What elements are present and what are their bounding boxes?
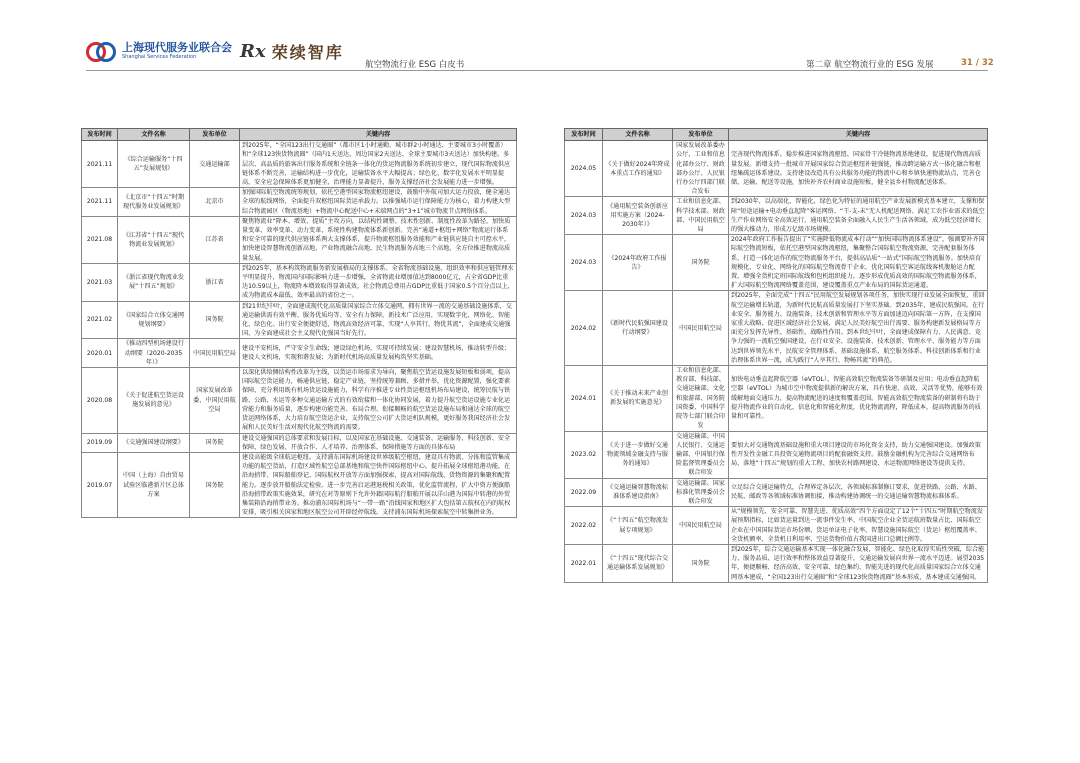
cell-date: 2024.02 (565, 291, 603, 366)
cell-org: 国家发展改革委办公厅、工业和信息化部办公厅、财政部办公厅、人民银行办公厅四部门联合发布 (673, 141, 729, 197)
table-header-row (82, 129, 517, 141)
chapter-title: 第二章 航空物流行业的 ESG 发展 (806, 60, 934, 70)
rx-logo-icon: Rx (240, 41, 266, 62)
col-org-header: 发布单位 (190, 129, 240, 141)
cell-org: 国家发展改革委、中国民用航空局 (190, 368, 240, 433)
cell-content: 到2030年，以高端化、智能化、绿色化为特征的通用航空产业发展新模式基本建立，支撑和保障“短途运输+电动垂直起降”客运网络、“干-支-末”无人机配送网络、满足工农作业需求的低空生产作业网络安全高效运行，通用航空装备全面融入人民生产生活各领域，成为低空经济增长的强大推动力，形成万亿级市场规模。 (729, 197, 988, 235)
table-row (565, 141, 988, 197)
cell-content: 加强国际航空物流统筹规划，依托空港型国家物流枢纽建设，鼓励中外航司加大运力投放，健全通达全球的航线网络，全面提升双枢纽国际货运承载力。以推强城市运行保障能力为核心，着力构建大型综合物流园区（物流基地）+物流中心配送中心+末端网点的“3+1”城市物流节点网络体系。 (240, 188, 517, 217)
cell-doc-name: 《“十四五”航空物流发展专项规划》 (603, 507, 673, 545)
col-name-header: 文件名称 (603, 129, 673, 141)
cell-doc-name: 《新时代民航强国建设行动纲要》 (603, 291, 673, 366)
header-divider (86, 70, 988, 71)
table-row (565, 544, 988, 582)
cell-content: 建设平安机场，严守安全生命线；建设绿色机场，实现可持续发展；建设智慧机场，推动转型升级；建设人文机场，实现和谐发展；为新时代机场高质量发展构筑坚实基础。 (240, 339, 517, 368)
cell-content: 从“规模领先、安全可靠、智慧先进、优质高效”四个方面设定了12个“十四五”时期航空物流发展预期指标，比如货运量到达一流事件发生率、中国航空企业全货运航班数量占比、国际航空企业在中国国际货运市场份额、货运单证电子化率、智慧设施国际航空（货运）枢纽覆盖率、全货机额率、全货机日利用率、空运货物价值占我国进出口总额比例等。 (729, 507, 988, 545)
policy-table-left (81, 128, 517, 518)
table-row (565, 197, 988, 235)
org-name-en: Shanghai Services Federation (122, 54, 197, 60)
cell-org: 国务院 (190, 301, 240, 339)
cell-date: 2023.02 (565, 431, 603, 478)
cell-org: 中国民用航空局 (673, 507, 729, 545)
table-row (565, 478, 988, 507)
doc-title: 航空物流行业 ESG 白皮书 (365, 60, 465, 70)
cell-content: 到2025年，基本构筑物流服务新发展格局的支撑体系。全省物流基础设施、组织效率和供应链管理水平明显提升，物流国内国际影响力进一步增强，全省物流业增加值达到8000亿元，占全省GDP比重达10.59以上，物流降本增效取得显著成效，社会物流总费用占GDP比重低于国家0.5个百分点以上，成为物流成本最低、效率最高的省份之一。 (240, 263, 517, 301)
cell-org: 交通运输部、国家标准化管理委员会联合印发 (673, 478, 729, 507)
col-name-header: 文件名称 (118, 129, 190, 141)
cell-date: 2019.09 (82, 433, 118, 452)
cell-org: 国务院 (190, 433, 240, 452)
cell-doc-name: 《交通强国建设纲要》 (118, 433, 190, 452)
cell-doc-name: 中国（上海）自由贸易试验区临港新片区总体方案 (118, 452, 190, 517)
cell-org: 北京市 (190, 188, 240, 217)
table-row (82, 141, 517, 188)
table-row (565, 507, 988, 545)
cell-content: 要加大对交通物流基础设施和重大项目建设的市场化资金支持，助力交通强国建设。加强政策性开发性金融工具投资交通物流项目的配套融资支持。鼓励金融机构为完善综合交通网络布局、落地“十四五”规划的重大工程、加快农村路网建设、水运物流网络建设等提供支持。 (729, 431, 988, 478)
cell-date: 2019.07 (82, 452, 118, 517)
page-number: 31 / 32 (961, 58, 994, 68)
cell-date: 2021.11 (82, 141, 118, 188)
col-date-header: 发布时间 (565, 129, 603, 141)
cell-content: 到21世纪中叶，全面建成现代化高质量国家综合立体交通网，拥有世界一流的交通基础设施体系，交通运输供需有效平衡、服务优质均等、安全有力保障。新技术广泛应用，实现数字化、网络化、智能化、绿色化。出行安全便捷舒适，物流高效经济可靠，实现“人享其行、物优其流”，全面建成交通强国，为全面建成社会主义现代化强国当好先行。 (240, 301, 517, 339)
cell-org: 国务院 (673, 544, 729, 582)
cell-doc-name: 《推动四型机场建设行动纲要（2020-2035年）》 (118, 339, 190, 368)
cell-doc-name: 《关于做好2024年降成本重点工作的通知》 (603, 141, 673, 197)
cell-org: 浙江省 (190, 263, 240, 301)
cell-doc-name: 《综合运输服务“十四五”发展规划》 (118, 141, 190, 188)
cell-doc-name: 《“十四五”现代综合交通运输体系发展规划》 (603, 544, 673, 582)
table-body (565, 141, 988, 583)
table-row (82, 263, 517, 301)
cell-org: 工业和信息化部、科学技术部、财政部、中国民用航空局 (673, 197, 729, 235)
col-date-header: 发布时间 (82, 129, 118, 141)
cell-content: 以深化供给侧结构性改革为主线，以货运市场需求为导向，聚焦航空货运设施发展短板和弱项，提高国际航空货运能力，畅通供应链，稳定产业链，坚持统筹兼顾、多措并举，优化资源配置，强化要素保障，充分利用既有机场货运设施能力，科学有序推进专业性货运枢纽机场布局建设，统筹民航与铁路、公路、水运等多种交通运输方式的有效衔接和一体化协同发展，着力提升航空货运设施专业化运营能力和服务质量，逐步构建功能完善、布局合理、衔接顺畅的航空货运设施布局和通达全球的航空货运网络体系，大力培育航空货运企业，支持航空公司扩大货运机队规模，更好服务我国经济社会发展和人民美好生活对现代化航空物流的需要。 (240, 368, 517, 433)
cell-content: 聚焦物流业“降本、增效、提质”主攻方向，以结构性调整、技术性创新、制度性改革为路径，加快质量变革、效率变革、动力变革，系统性构建物流体系新创新。完善“通道+枢纽+网络”物流运行体系和安全可靠的现代供应链体系两大支撑体系，提升物流枢纽服务效能和产业链供应链自主可控水平，加快建设智慧物流创新高地、产业物流融合高地、民生物流服务高地三个高地，全方位推进物流高质量发展。 (240, 216, 517, 263)
table-row (82, 216, 517, 263)
cell-date: 2024.01 (565, 366, 603, 431)
cell-org: 工业和信息化部、教育部、科技部、交通运输部、文化和旅游部、国务院国资委、中国科学院等七部门联合印发 (673, 366, 729, 431)
cell-doc-name: 《通用航空装备创新应用实施方案（2024-2030年）》 (603, 197, 673, 235)
table-row (82, 339, 517, 368)
cell-content: 到2025年，全面完成“十四五”民用航空发展规划各项任务，加快实现行业发展全面恢复，重回航空运输增长轨道，为新时代民航高质量发展打下坚实基础。到2035年，建成民航强国。在行业安全、服务能力、设施装备、技术创新和管理水平等方面加速迈向国际第一方阵，在支撑国家重大战略、促进区域经济社会发展、满足人民美好航空出行需要、服务构建新发展格局等方面充分发挥先导性、基础性、战略性作用。到本世纪中叶，全面建成保障有力、人民满意、竞争力强的一流航空强国建设，在行业安全、设施装备、技术创新、管理水平、服务能力等方面达到世界领先水平，民航安全管理体系、基础设施体系、航空服务体系、科技创新体系和行业治理体系世界一流，成为践行“人享其行、物畅其流”的典范。 (729, 291, 988, 366)
cell-date: 2021.08 (82, 216, 118, 263)
page-header (0, 0, 1080, 78)
cell-date: 2024.03 (565, 235, 603, 291)
cell-date: 2022.02 (565, 507, 603, 545)
cell-date: 2024.05 (565, 141, 603, 197)
col-content-header: 关键内容 (240, 129, 517, 141)
table-row (565, 431, 988, 478)
table-row (82, 368, 517, 433)
org-logo (86, 40, 232, 62)
cell-date: 2020.01 (82, 339, 118, 368)
policy-table-right (564, 128, 988, 583)
cell-date: 2022.01 (565, 544, 603, 582)
cell-content: 到2025年，“全国123出行交通圈”（都市区1小时通勤、城市群2小时通达、主要城市3小时覆盖）和“全球123快货物流圈”（国内1天送达、周边国家2天送达、全球主要城市3天送达）加快构建。多层次、高品质的旅客出行服务系统和全链条一体化的货运物流服务系统初步建立，现代国际物流供应链体系不断完善，运输结构进一步优化，运输装备水平大幅提高；绿色化、数字化发展水平明显提高，安全应急保障体系更加健全，治理能力显著提升，服务支撑经济社会发展能力进一步增强。 (240, 141, 517, 188)
cell-content: 完善现代物流体系。稳步推进国家物流枢纽、国家骨干冷链物流基地建设，促进现代物流高质量发展。新增支持一批城市开展国家综合货运枢纽补链强链，推动跨运输方式一体化融合和枢纽集疏运体系建设。支持建设改造具有公共服务功能的物流中心和乡镇快递物流站点，完善仓储、运输、配送等设施，加快补齐农村商业设施短板，健全县乡村物流配送体系。 (729, 141, 988, 197)
cell-doc-name: 《关于促进航空货运设施发展的意见》 (118, 368, 190, 433)
cell-content: 建设交通强国的总体要求和发展目标，以及国家在基础设施、交通装备、运输服务、科技创新、安全保障、绿色发展、开放合作、人才培养、治理体系、保障措施等方面的具体布局 (240, 433, 517, 452)
cell-org: 中国民用航空局 (673, 291, 729, 366)
col-content-header: 关键内容 (729, 129, 988, 141)
cell-date: 2020.08 (82, 368, 118, 433)
cell-date: 2021.11 (82, 188, 118, 217)
cell-doc-name: 《2024年政府工作报告》 (603, 235, 673, 291)
table-row (82, 452, 517, 517)
rx-name: 荣续智库 (271, 43, 344, 62)
cell-doc-name: 《国家综合立体交通网规划纲要》 (118, 301, 190, 339)
table-row (82, 301, 517, 339)
cell-org: 中国民用航空局 (190, 339, 240, 368)
org-name: 上海现代服务业联合会 (122, 41, 232, 54)
cell-doc-name: 《浙江省现代物流业发展“十四五”规划》 (118, 263, 190, 301)
cell-content: 到2025年，综合交通运输基本实现一体化融合发展，智能化、绿色化取得实质性突破，综合能力、服务品质、运行效率和整体效益显著提升，交通运输发展向世界一流水平迈进。展望2035年，便捷顺畅、经济高效、安全可靠、绿色集约、智能先进的现代化高质量国家综合立体交通网基本建成，“全国123出行交通圈”和“全球123快货物流圈”基本形成，基本建成交通强国。 (729, 544, 988, 582)
cell-content: 2024年政府工作报告提出了“实施降低物流成本行动”“加快国际物流体系建设”，强调要补齐国际航空物流短板，依托空港型国家物流枢纽，集聚整合国际航空物流资源，完善配套服务体系，打造一体化运作的航空物流服务平台，提供高品质“一站式”国际航空物流服务。加快培育规模化、专业化、网络化的国际航空物流骨干企业，优化国际航空客运航线客机腹舱运力配置，增强全货机定班国际航线和包机组织能力，逐步形成优质高效的国际航空物流服务体系，扩大国际航空物流网络覆盖范围，建设覆盖重点产业布局的国际货运通道。 (729, 235, 988, 291)
table-body (82, 141, 517, 518)
cell-org: 江苏省 (190, 216, 240, 263)
cell-date: 2024.03 (565, 197, 603, 235)
col-org-header: 发布单位 (673, 129, 729, 141)
table-row (565, 366, 988, 431)
cell-doc-name: 《北京市“十四五”时期现代服务业发展规划》 (118, 188, 190, 217)
cell-content: 立足综合交通运输特点，合理界定各层次、各领域标准制修订要求，促进铁路、公路、水路、民航、邮政等各领域标准协调衔接，推动构建协调统一的交通运输智慧物流标准体系。 (729, 478, 988, 507)
cell-org: 国务院 (190, 452, 240, 517)
cell-org: 国务院 (673, 235, 729, 291)
table-row (82, 188, 517, 217)
cell-date: 2021.02 (82, 301, 118, 339)
cell-org: 交通运输部 (190, 141, 240, 188)
cell-content: 加快电动垂直起降航空器（eVTOL）、智能高效航空物流装备等研制及应用；电动垂直起降航空器（eVTOL）为城市空中物流提供新的解决方案，具有快速、高效、灵活等优势，能够有效缓解地面交通压力，提高物流配送的速度和覆盖范围。智能高效航空物流装备的研制将有助于提升物流作业的自动化、信息化和智能化程度，优化物流流程，降低成本，提高物流服务的质量和可靠性。 (729, 366, 988, 431)
cell-date: 2021.03 (82, 263, 118, 301)
cell-content: 建设高能级全球航运枢纽。支持浦东国际机场建设世界级航空枢纽，建设具有物流、分拣和监管集成功能的航空货站，打造区域性航空总部基地和航空快件国际枢纽中心。提升拓展全球枢纽港功能，在沿海捎带、国际船舶登记、国际航权开放等方面加强探索，提高对国际航线、货物资源的集聚和配置能力。逐步放开船舶法定检验。进一步完善启运港退税相关政策，优化监管流程，扩大中资方便旗船沿海捎带政策实施效果，研究在对等原则下允许外籍国际航行船舶开展以洋山港为国际中转港的外贸集装箱沿海捎带业务。推动浦东国际机场与“一带一路”沿线国家和地区扩大包括第五航权在内的航权安排，吸引相关国家和地区航空公司开辟经停航线。支持浦东国际机场探索航空中转集拼业务。 (240, 452, 517, 517)
cell-org: 交通运输部、中国人民银行、交通运输部、中国银行保险监督管理委员会联合印发 (673, 431, 729, 478)
cell-doc-name: 《关于进一步做好交通物流领域金融支持与服务的通知》 (603, 431, 673, 478)
table-row (565, 291, 988, 366)
org-logo-icon (86, 40, 116, 62)
cell-doc-name: 《关于推动未来产业创新发展的实施意见》 (603, 366, 673, 431)
cell-doc-name: 《交通运输智慧物流标准体系建设指南》 (603, 478, 673, 507)
cell-date: 2022.09 (565, 478, 603, 507)
table-row (82, 433, 517, 452)
table-header-row (565, 129, 988, 141)
table-row (565, 235, 988, 291)
rx-logo (240, 40, 344, 63)
cell-doc-name: 《江苏省“十四五”现代物流业发展规划》 (118, 216, 190, 263)
